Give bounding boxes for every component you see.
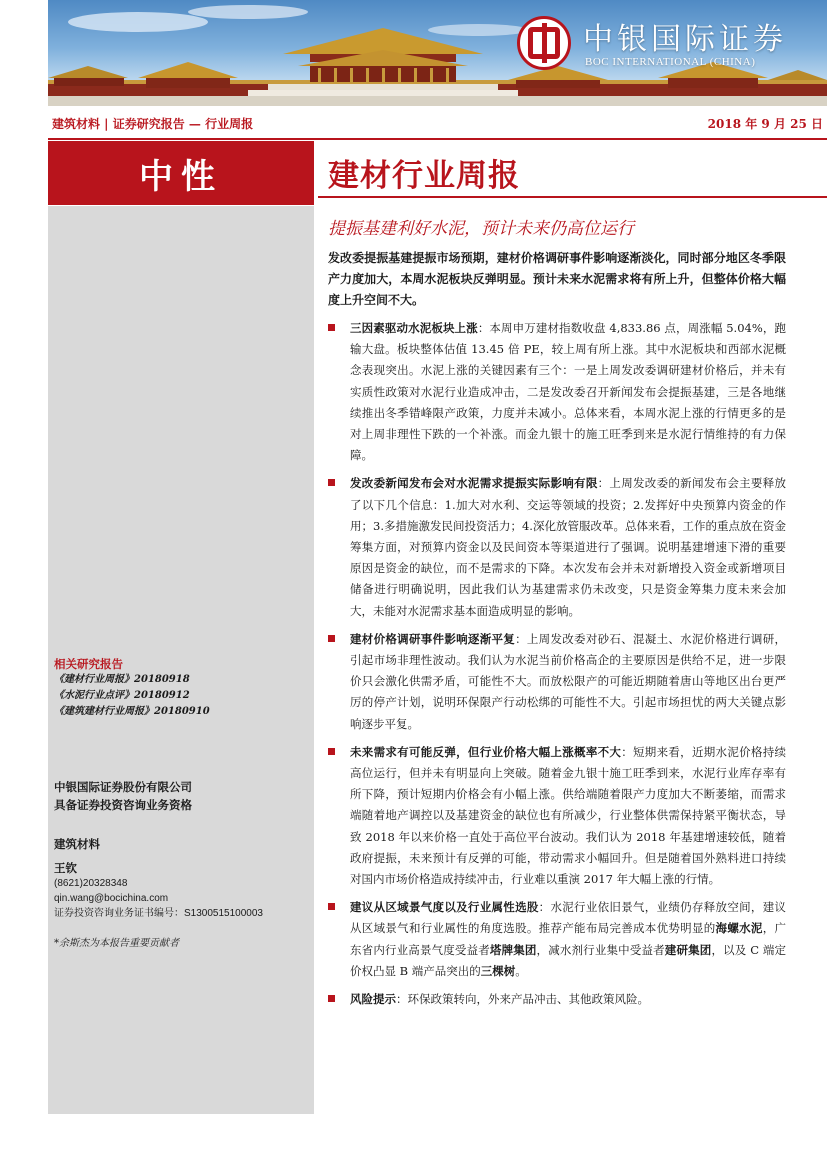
square-bullet-icon bbox=[328, 903, 335, 910]
list-item bbox=[328, 742, 786, 890]
sector-label: 建筑材料 bbox=[54, 837, 100, 851]
list-item bbox=[328, 897, 786, 982]
contributor-note-text: *余斯杰为本报告重要贡献者 bbox=[54, 938, 179, 949]
bullet-body: ，广东省内行业高景气度受益者 bbox=[350, 921, 787, 957]
title-divider bbox=[318, 196, 827, 198]
square-bullet-icon bbox=[328, 995, 335, 1002]
contributor-note bbox=[54, 936, 309, 952]
related-reports bbox=[54, 656, 309, 720]
related-report-link[interactable]: 《建筑建材行业周报》20180910 bbox=[54, 706, 210, 717]
report-date: 2018 年 9 月 25 日 bbox=[707, 117, 823, 131]
analyst-email[interactable]: qin.wang@bocichina.com bbox=[54, 893, 169, 904]
bullet-heading: 发改委新闻发布会对水泥需求提振实际影响有限 bbox=[350, 476, 598, 491]
bullet-heading: 未来需求有可能反弹，但行业价格大幅上涨概率不大 bbox=[350, 744, 622, 759]
bullet-heading: 风险提示 bbox=[350, 992, 396, 1007]
bullet-heading: 三因素驱动水泥板块上涨 bbox=[350, 321, 478, 335]
list-item bbox=[328, 318, 786, 466]
bullet-heading: 建材价格调研事件影响逐渐平复 bbox=[350, 631, 516, 646]
analyst-license: 证券投资咨询业务证书编号：S1300515100003 bbox=[54, 908, 263, 919]
square-bullet-icon bbox=[328, 635, 335, 642]
analyst-phone: (8621)20328348 bbox=[54, 878, 128, 889]
bullet-body: ：上周发改委对砂石、混凝土、水泥价格进行调研，引起市场非理性波动。我们认为水泥当前价格高企的主要原因是供给不足，进一步限价只会激化供需矛盾，可能性不大。而放松限产的可能近期随着唐山等地区出台更严厉的停产计划，说明环保限产行动松绑的可能性不大。引起市场担忧的两大关键点影响逐步平复。 bbox=[350, 631, 787, 731]
stock-pick: 建研集团 bbox=[664, 942, 712, 957]
square-bullet-icon bbox=[328, 324, 335, 331]
related-reports-title: 相关研究报告 bbox=[54, 657, 123, 671]
bullet-body: ：上周发改委的新闻发布会主要释放了以下几个信息：1.加大对水利、交运等领域的投资；2.发挥好中央预算内资金的作用；3.多措施激发民间投资活力；4.深化放管服改革。总体来看，工作的重点放在资金筹集方面，对预算内资金以及民间资本等渠道进行了强调。说明基建增速下滑的重要原因是资金的缺位，而不是需求的下降。本次发布会并未对新增投入资金或新增项目储备进行明确说明，因此我们认为基建需求仍未改变，只是资金筹集力度未来会加大，未能对水泥需求基本面造成明显的影响。 bbox=[350, 476, 786, 618]
list-item bbox=[328, 629, 786, 735]
page-subtitle: 提振基建利好水泥，预计未来仍高位运行 bbox=[328, 219, 634, 239]
bullet-body: ：本周申万建材指数收盘 4,833.86 点，周涨幅 5.04%，跑输大盘。板块整体估值 13.45 倍 PE，较上周有所上涨。其中水泥板块和西部水泥概念表现突出。水泥上涨的关键因素有三个：一是上周发改委调研建材价格后，并未有实质性政策对水泥行业造成冲击，二是发改委召开新闻发布会提振基建，三是各地继续推出冬季错峰限产政策，力度并未减小。总体来看，本周水泥上涨的行情更多的是对上周非理性下跌的一个补涨。而金九银十的施工旺季到来是水泥行情维持的有力保障。 bbox=[350, 321, 787, 463]
square-bullet-icon bbox=[328, 748, 335, 755]
list-item bbox=[328, 473, 786, 621]
bullet-body: ：水泥行业依旧景气，业绩仍存释放空间，建议从区域景气和行业属性的角度选股。推荐产能布局完善成本优势明显的 bbox=[350, 900, 787, 936]
company-info bbox=[54, 778, 309, 814]
sidebar bbox=[48, 206, 314, 1114]
header-banner bbox=[48, 0, 827, 106]
stock-pick: 塔牌集团 bbox=[489, 942, 537, 957]
bullet-heading: 建议从区域景气度以及行业属性选股 bbox=[350, 900, 539, 915]
stock-pick: 三棵树 bbox=[480, 963, 516, 978]
related-report-link[interactable]: 《水泥行业点评》20180912 bbox=[54, 690, 190, 701]
key-points-list bbox=[328, 318, 786, 1017]
logo-name-en: BOC INTERNATIONAL (CHINA) bbox=[585, 56, 756, 68]
bullet-body: ：环保政策转向，外来产品冲击、其他政策风险。 bbox=[396, 992, 649, 1007]
list-item bbox=[328, 989, 786, 1010]
page-title: 建材行业周报 bbox=[328, 158, 520, 194]
analyst-info bbox=[54, 836, 309, 921]
boc-emblem-icon bbox=[517, 16, 571, 70]
company-name: 中银国际证券股份有限公司 bbox=[54, 780, 192, 794]
company-qualification: 具备证券投资咨询业务资格 bbox=[54, 798, 192, 812]
stock-pick: 海螺水泥 bbox=[715, 921, 763, 936]
bullet-body: ，以及 C 端定价权凸显 B 端产品突出的 bbox=[350, 942, 786, 978]
bullet-body: ，减水剂行业集中受益者 bbox=[536, 942, 665, 957]
rating-badge: 中性 bbox=[48, 141, 314, 205]
boc-international-logo bbox=[517, 14, 807, 76]
report-header-bar bbox=[48, 110, 827, 140]
summary-paragraph: 发改委提振基建提振市场预期，建材价格调研事件影响逐渐淡化，同时部分地区冬季限产力度加大，本周水泥板块反弹明显。预计未来水泥需求将有所上升，但整体价格大幅度上升空间不大。 bbox=[328, 251, 786, 307]
square-bullet-icon bbox=[328, 479, 335, 486]
logo-name-cn: 中银国际证券 bbox=[583, 22, 787, 57]
bullet-body: 。 bbox=[515, 963, 527, 978]
analyst-name: 王钦 bbox=[54, 861, 77, 875]
related-report-link[interactable]: 《建材行业周报》20180918 bbox=[54, 674, 190, 685]
bullet-body: ：短期来看，近期水泥价格持续高位运行，但并未有明显向上突破。随着金九银十施工旺季到来，水泥行业库存率有所下降，预计短期内价格会有小幅上涨。供给端随着限产力度加大不断萎缩，而需求端随着地产调控以及基建资金的缺位也有所减少，行业整体供需保持紧平衡状态，导致 2018 年以来价格一直处于高位平台波动。我们认为 2018 年基建增速较低，随着政府提振，未来预计有反弹的可能，带动需求小幅回升。但是随着国外熟料进口持续对国内市场价格造成持续冲击，行业难以重演 2017 年大幅上涨的行情。 bbox=[350, 744, 787, 887]
report-category: 建筑材料 | 证券研究报告 — 行业周报 bbox=[52, 117, 254, 131]
